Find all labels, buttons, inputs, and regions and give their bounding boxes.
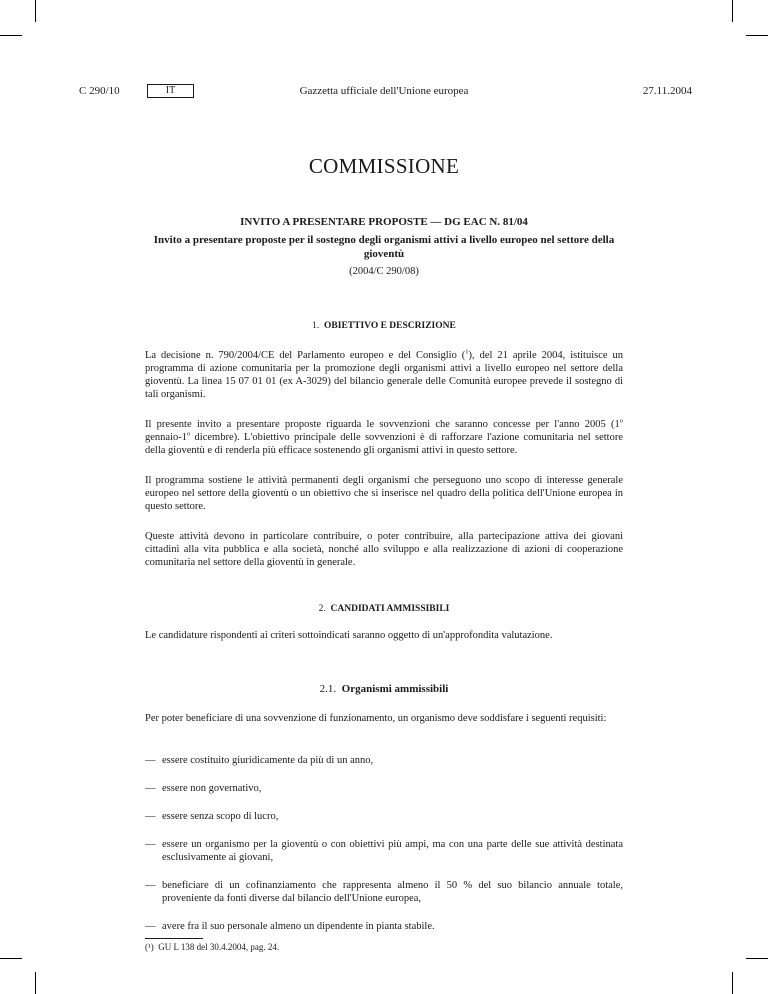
list-item-text: beneficiare di un cofinanziamento che rappresenta almeno il 50 % del suo bilancio annuale totale, proveniente da fonti diverse dal bilancio dell'Unione europea, [162, 880, 623, 904]
list-item-text: avere fra il suo personale almeno un dipendente in pianta stabile. [162, 921, 435, 932]
section-title: OBIETTIVO E DESCRIZIONE [324, 321, 456, 331]
paragraph [145, 419, 623, 458]
crop-mark [0, 35, 22, 36]
list-item-text: essere costituito giuridicamente da più di un anno, [162, 755, 374, 766]
crop-mark [732, 0, 733, 22]
section-heading [0, 603, 768, 615]
list-item-text: essere un organismo per la gioventù o con obiettivi più ampi, ma con una parte delle sue attività destinata esclusivamente ai giovani, [162, 839, 623, 863]
list-item [145, 839, 623, 865]
paragraph [145, 350, 623, 402]
dash-marker: — [145, 839, 156, 850]
publication-date: 27.11.2004 [642, 85, 692, 97]
dash-marker: — [145, 921, 156, 932]
crop-mark [746, 958, 768, 959]
footnote [145, 942, 279, 953]
dash-marker: — [145, 783, 156, 794]
list-item [145, 755, 623, 768]
footnote-text: GU L 138 del 30.4.2004, pag. 24. [158, 942, 280, 952]
section-title: Organismi ammissibili [341, 683, 449, 695]
page-title: COMMISSIONE [308, 154, 460, 178]
list-item [145, 880, 623, 906]
journal-ref: C 290/10 [79, 85, 120, 97]
dash-marker: — [145, 880, 156, 891]
list-item-text: essere non governativo, [162, 783, 262, 794]
list-item [145, 783, 623, 796]
list-item [145, 811, 623, 824]
paragraph-text: Il presente invito a presentare proposte riguarda le sovvenzioni che saranno concesse per l'anno 2005 (1$^o$ gennaio-1$^o$ dicembre). L'obiettivo principale delle sovvenzioni è di rafforzare l'azione comunitaria nel settore della gioventù e di renderla più efficace sostenendo gli organismi attivi in questo settore. [145, 417, 623, 456]
crop-mark [746, 35, 768, 36]
section-number: 1. [312, 321, 320, 331]
list-item-text: essere senza scopo di lucro, [162, 811, 279, 822]
call-subtitle: Invito a presentare proposte per il sostegno degli organismi attivi a livello europeo nel settore della gioventù [153, 234, 615, 260]
call-reference: (2004/C 290/08) [349, 266, 419, 277]
dash-marker: — [145, 755, 156, 766]
paragraph: Le candidature rispondenti ai criteri sottoindicati saranno oggetto di un'approfondita valutazione. [145, 630, 553, 641]
subsection-heading [0, 683, 768, 696]
footnote-mark: (¹) [145, 942, 154, 952]
journal-title: Gazzetta ufficiale dell'Unione europea [299, 85, 469, 97]
section-number: 2.1. [319, 683, 337, 695]
paragraph-text: La decisione n. 790/2004/CE del Parlamento europeo e del Consiglio ($^1$), del 21 aprile 2004, istituisce un programma di azione comunitaria per la promozione degli organismi attivi a livello europeo nel settore della gioventù. La linea 15 07 01 01 (ex A-3029) del bilancio generale delle Comunità europee prevede il sostegno di tali organismi. [145, 348, 623, 400]
paragraph: Il programma sostiene le attività permanenti degli organismi che perseguono uno scopo di interesse generale europeo nel settore della gioventù o un obiettivo che si inserisce nel quadro della politica dell'Unione europea in questo settore. [145, 475, 623, 512]
paragraph: Per poter beneficiare di una sovvenzione di funzionamento, un organismo deve soddisfare i seguenti requisiti: [145, 713, 607, 724]
crop-mark [0, 958, 22, 959]
section-number: 2. [318, 604, 326, 614]
crop-mark [35, 0, 36, 22]
call-title: INVITO A PRESENTARE PROPOSTE — DG EAC N. 81/04 [240, 216, 528, 228]
section-heading [0, 320, 768, 332]
language-badge: IT [147, 84, 194, 98]
paragraph: Queste attività devono in particolare contribuire, o poter contribuire, alla partecipazione attiva dei giovani cittadini alla vita pubblica e alla società, nonché allo sviluppo e alla realizzazione di azioni di cooperazione comunitaria nel settore della gioventù in generale. [145, 531, 623, 568]
section-title: CANDIDATI AMMISSIBILI [330, 604, 450, 614]
crop-mark [35, 972, 36, 994]
dash-marker: — [145, 811, 156, 822]
crop-mark [732, 972, 733, 994]
footnote-rule [145, 938, 203, 939]
list-item [145, 921, 623, 934]
